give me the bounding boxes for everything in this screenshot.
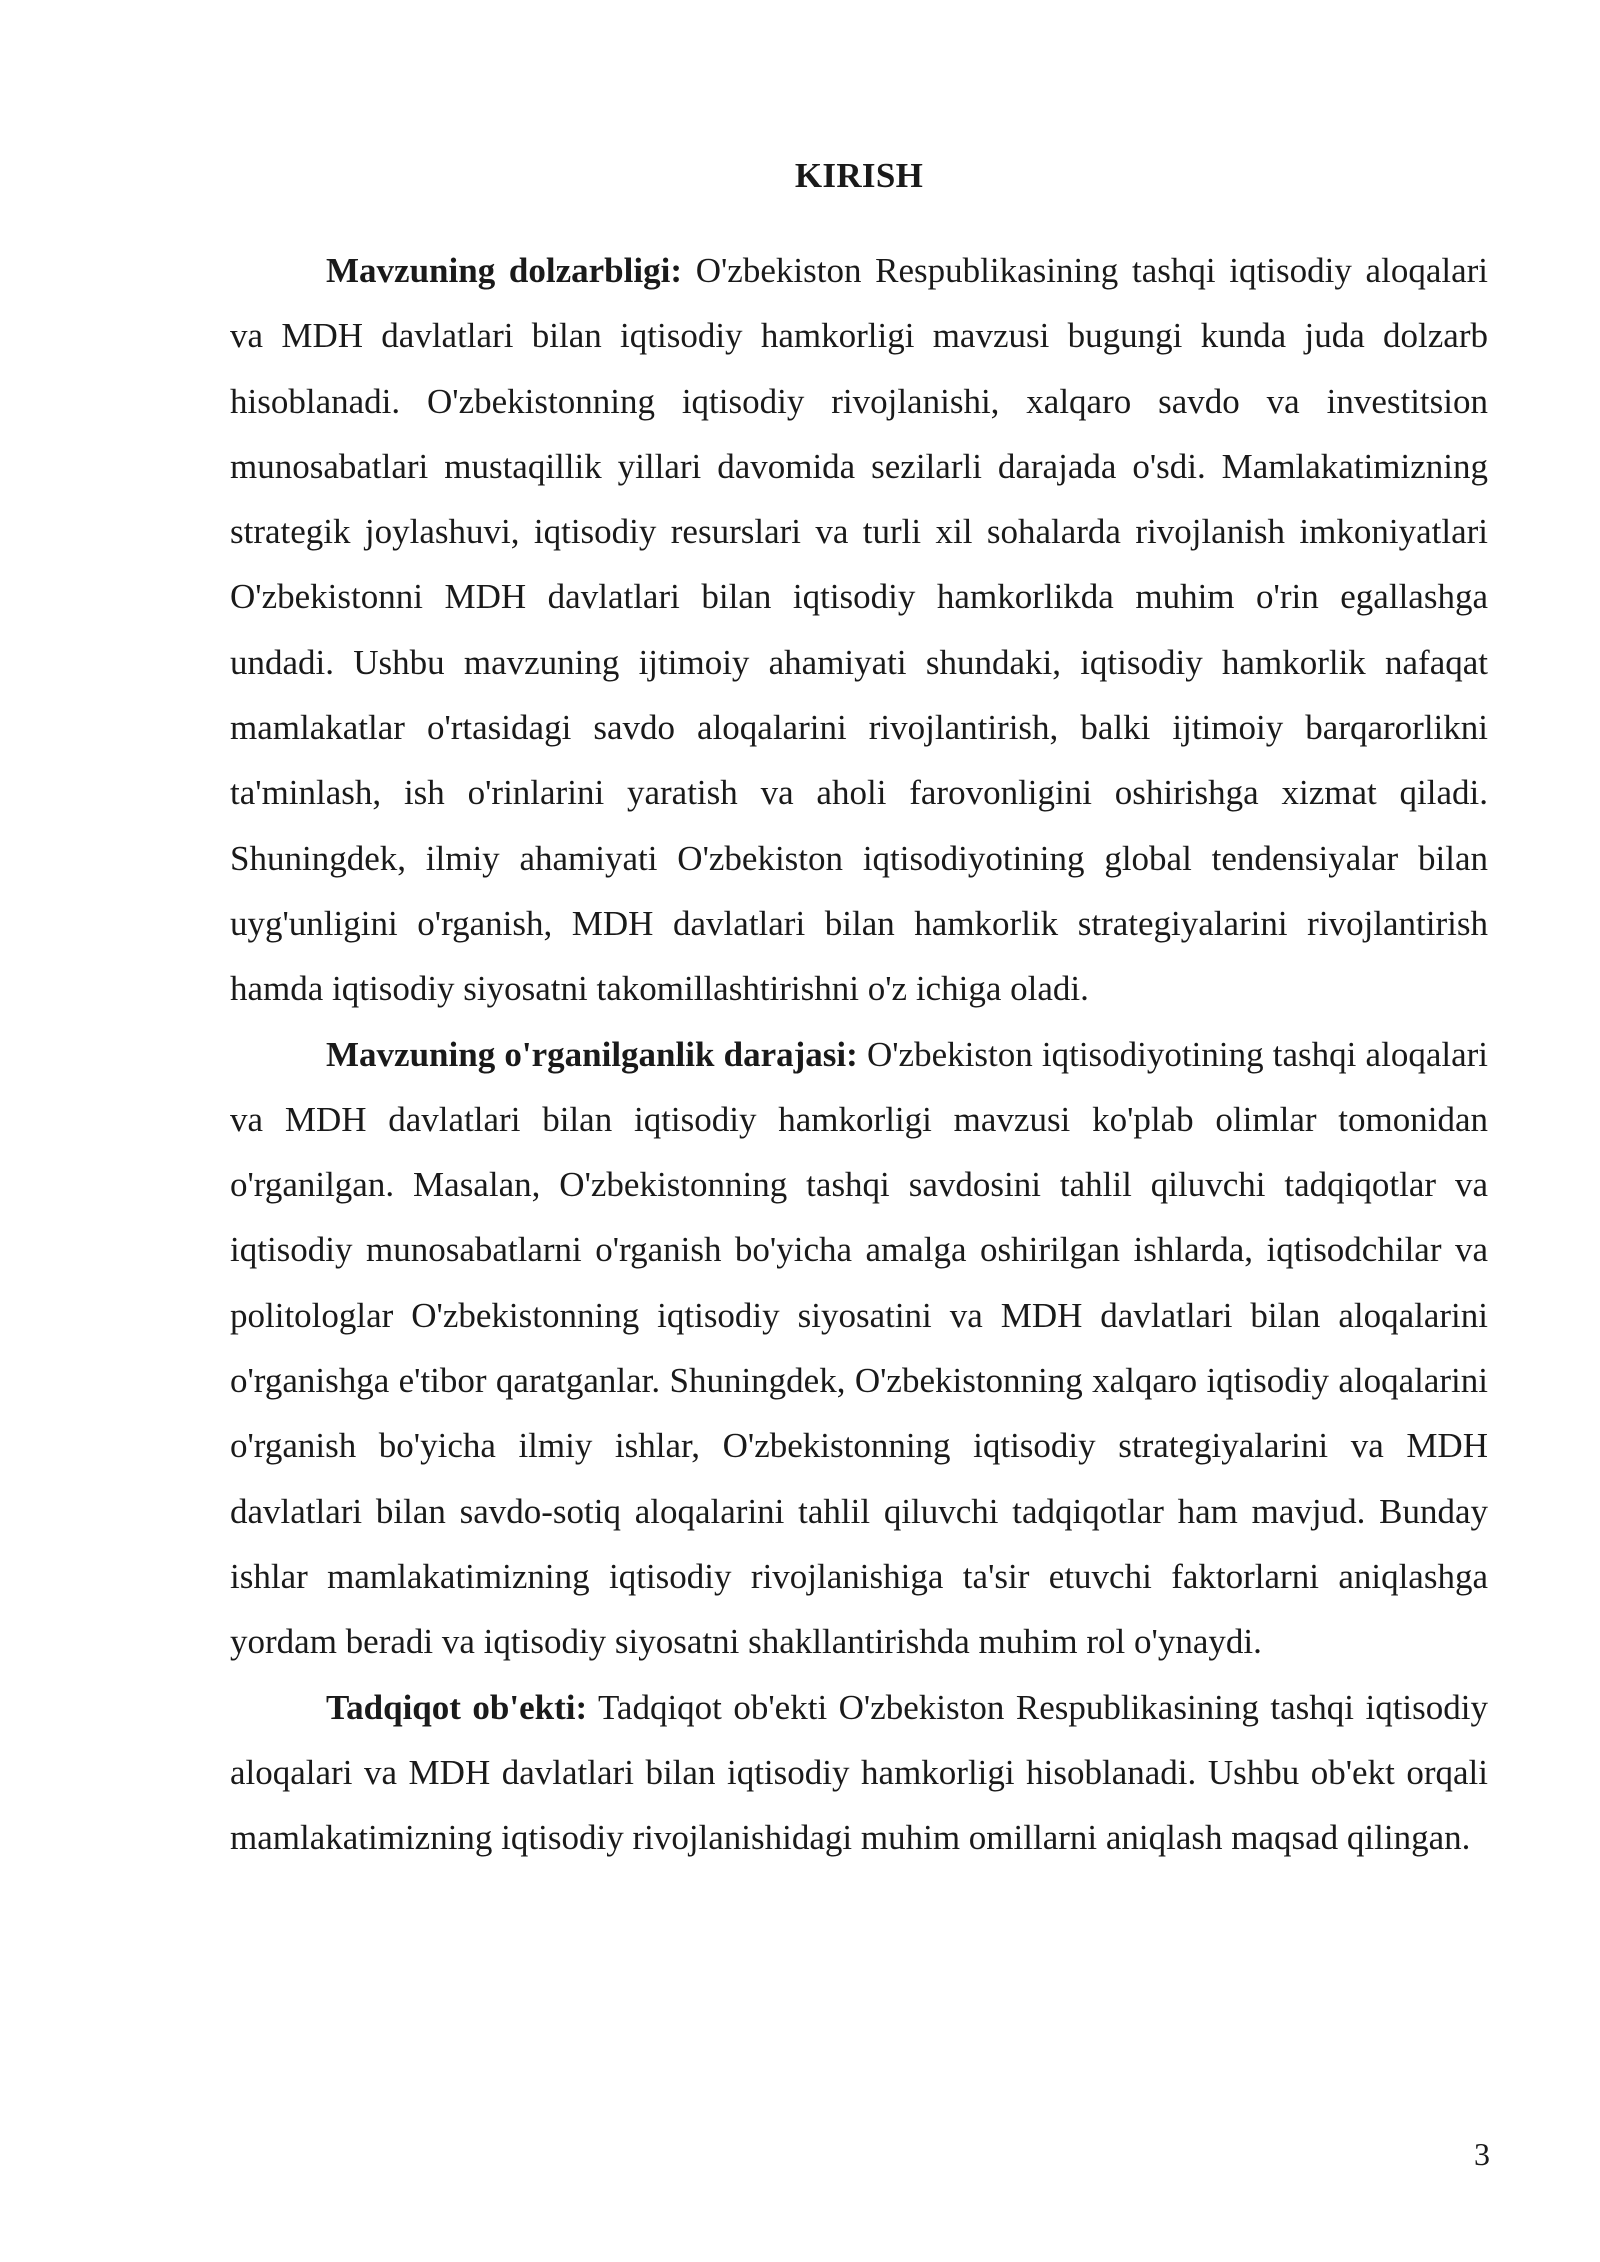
- page-title: KIRISH: [794, 156, 924, 195]
- paragraph-text: O'zbekiston iqtisodiyotining tashqi aloqalari va MDH davlatlari bilan iqtisodiy hamkorligi mavzusi ko'plab olimlar tomonidan o'rganilgan. Masalan, O'zbekistonning tashqi savdosini tahlil qiluvchi tadqiqotlar va iqtisodiy munosabatlarni o'rganish bo'yicha amalga oshirilgan ishlarda, iqtisodchilar va politologlar O'zbekistonning iqtisodiy siyosatini va MDH davlatlari bilan aloqalarini o'rganishga e'tibor qaratganlar. Shuningdek, O'zbekistonning xalqaro iqtisodiy aloqalarini o'rganish bo'yicha ilmiy ishlar, O'zbekistonning iqtisodiy strategiyalarini va MDH davlatlari bilan savdo-sotiq aloqalarini tahlil qiluvchi tadqiqotlar ham mavjud. Bunday ishlar mamlakatimizning iqtisodiy rivojlanishiga ta'sir etuvchi faktorlarni aniqlashga yordam beradi va iqtisodiy siyosatni shakllantirishda muhim rol o'ynaydi.: [230, 1034, 1488, 1662]
- paragraph-research-object: [230, 1675, 1488, 1871]
- page-content: [230, 148, 1488, 1870]
- paragraph-heading: Mavzuning dolzarbligi:: [326, 251, 682, 290]
- paragraph-study-level: [230, 1022, 1488, 1675]
- paragraph-heading: Mavzuning o'rganilganlik darajasi:: [326, 1034, 858, 1074]
- paragraph-heading: Tadqiqot ob'ekti:: [326, 1687, 588, 1727]
- page-number: 3: [1474, 2136, 1490, 2172]
- paragraph-text: O'zbekiston Respublikasining tashqi iqtisodiy aloqalari va MDH davlatlari bilan iqtisodiy hamkorligi mavzusi bugungi kunda juda dolzarb hisoblanadi. O'zbekistonning iqtisodiy rivojlanishi, xalqaro savdo va investitsion munosabatlari mustaqillik yillari davomida sezilarli darajada o'sdi. Mamlakatimizning strategik joylashuvi, iqtisodiy resurslari va turli xil sohalarda rivojlanish imkoniyatlari O'zbekistonni MDH davlatlari bilan iqtisodiy hamkorlikda muhim o'rin egallashga undadi. Ushbu mavzuning ijtimoiy ahamiyati shundaki, iqtisodiy hamkorlik nafaqat mamlakatlar o'rtasidagi savdo aloqalarini rivojlantirish, balki ijtimoiy barqarorlikni ta'minlash, ish o'rinlarini yaratish va aholi farovonligini oshirishga xizmat qiladi. Shuningdek, ilmiy ahamiyati O'zbekiston iqtisodiyotining global tendensiyalar bilan uyg'unligini o'rganish, MDH davlatlari bilan hamkorlik strategiyalarini rivojlantirish hamda iqtisodiy siyosatni takomillashtirishni o'z ichiga oladi.: [230, 251, 1488, 1009]
- paragraph-relevance: [230, 238, 1488, 1022]
- paragraph-text: Tadqiqot ob'ekti O'zbekiston Respublikasining tashqi iqtisodiy aloqalari va MDH davlatlari bilan iqtisodiy hamkorligi hisoblanadi. Ushbu ob'ekt orqali mamlakatimizning iqtisodiy rivojlanishidagi muhim omillarni aniqlash maqsad qilingan.: [230, 1687, 1488, 1858]
